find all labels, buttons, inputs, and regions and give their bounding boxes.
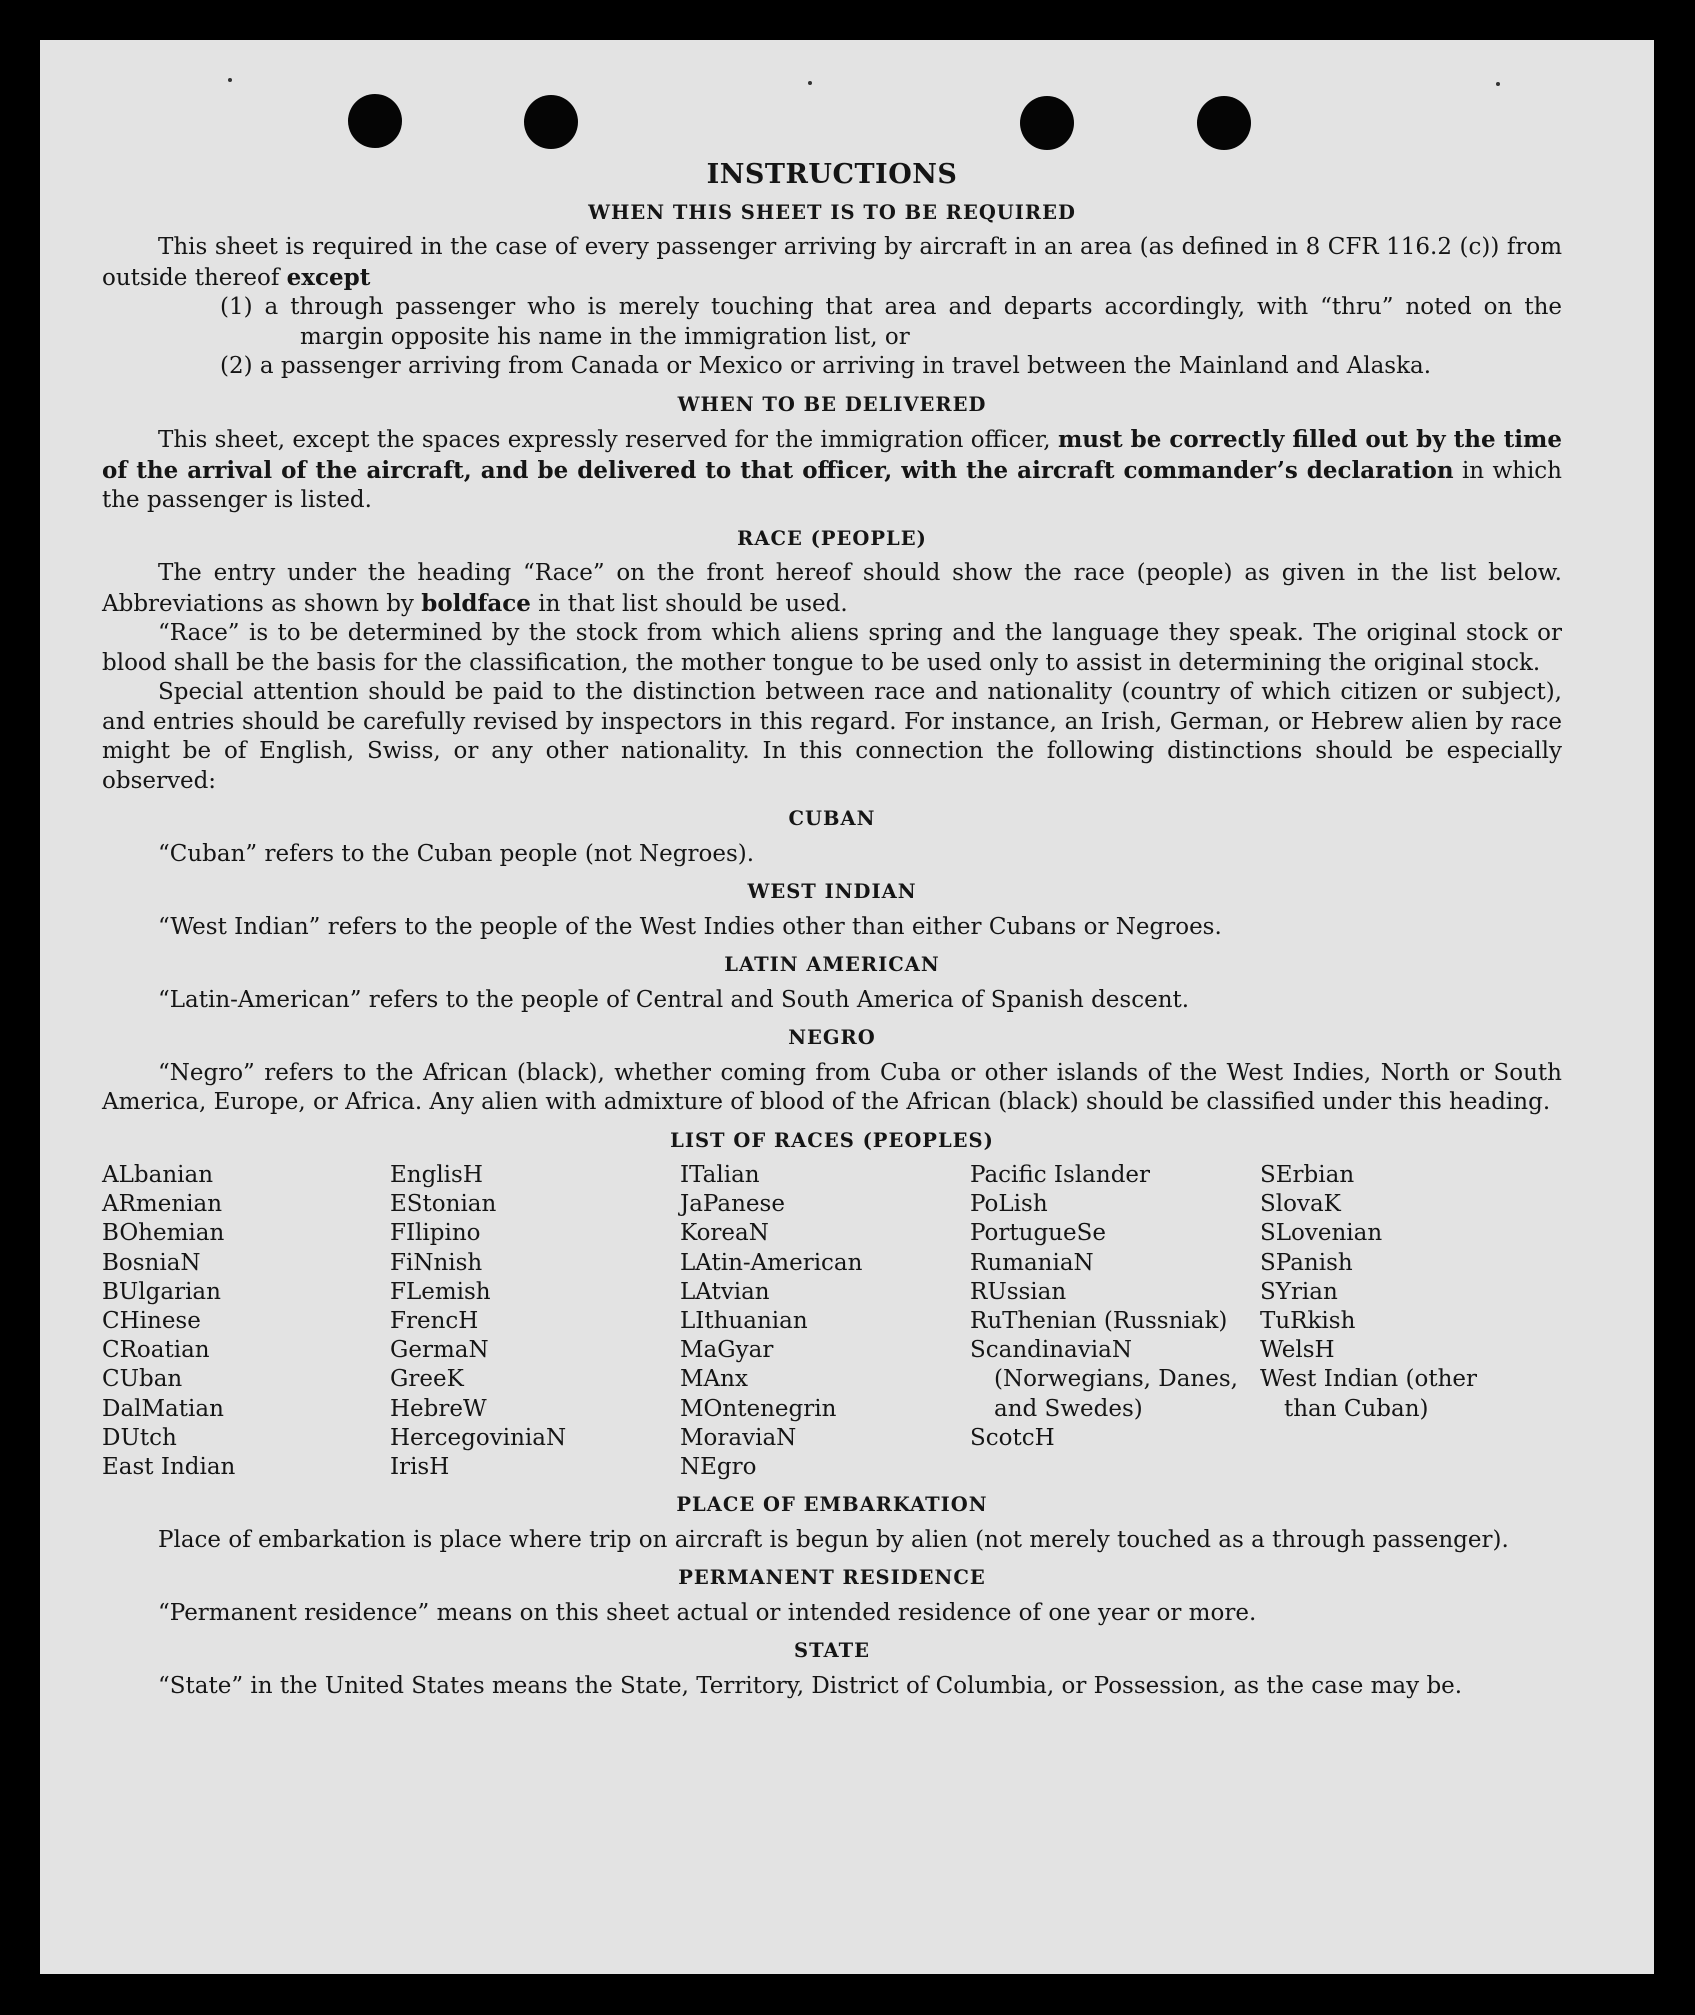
race-item: RuThenian (Russniak) — [970, 1308, 1228, 1335]
race-item: LIthuanian — [680, 1308, 808, 1335]
race-item: MOntenegrin — [680, 1395, 837, 1422]
race-item: Pacific Islander — [970, 1162, 1151, 1188]
race-paragraph-1 — [102, 559, 1562, 619]
race-item: ITalian — [680, 1162, 760, 1188]
instructions-content — [102, 160, 1562, 1701]
races-column-5 — [1260, 1161, 1520, 1482]
race-item: FrencH — [390, 1308, 479, 1335]
required-item-2: (2) a passenger arriving from Canada or Mexico or arriving in travel between the Mainland and Alaska. — [220, 353, 1432, 379]
race-item: HercegoviniaN — [390, 1424, 567, 1451]
race-item: LAtin-American — [680, 1249, 863, 1276]
delivered-text-b: must be correctly filled out by the time of the arrival of the aircraft, and be delivered to that officer, with the aircraft commander’s declaration — [102, 426, 1563, 484]
race-item: SlovaK — [1260, 1191, 1341, 1218]
race-item: CRoatian — [102, 1337, 210, 1364]
race-p1-a: The entry under the heading “Race” on the front hereof should show the race (people) as given in the list below. Abbreviations as shown by — [102, 560, 1562, 617]
race-item: CHinese — [102, 1308, 201, 1335]
race-item: ScandinaviaN (Norwegians, Danes, and Swedes) — [970, 1337, 1238, 1422]
punch-hole — [348, 94, 402, 148]
race-item: SYrian — [1260, 1278, 1338, 1305]
race-item: PoLish — [970, 1191, 1048, 1218]
race-item: SLovenian — [1260, 1220, 1383, 1247]
punch-hole — [1020, 96, 1074, 150]
race-item: DUtch — [102, 1424, 177, 1451]
required-intro-except: except — [286, 263, 371, 291]
paper-speck — [808, 81, 812, 85]
section-heading-latin-american: LATIN AMERICAN — [724, 953, 940, 976]
section-heading-list-of-races: LIST OF RACES (PEOPLES) — [670, 1128, 994, 1152]
delivered-text — [102, 425, 1562, 516]
race-item: RUssian — [970, 1278, 1067, 1305]
embarkation-text: Place of embarkation is place where trip on aircraft is begun by alien (not merely touched as a through passenger). — [158, 1526, 1509, 1553]
required-intro-text: This sheet is required in the case of every passenger arriving by aircraft in an area (as defined in 8 CFR 116.2 (c)) from outside thereof — [102, 234, 1562, 291]
race-item: IrisH — [390, 1454, 450, 1481]
races-column-4 — [970, 1161, 1260, 1482]
required-item-1: (1) a through passenger who is merely touching that area and departs accordingly, with “thru” noted on the margin opposite his name in the immigration list, or — [220, 294, 1562, 350]
west-indian-text: “West Indian” refers to the people of the West Indies other than either Cubans or Negroes. — [158, 913, 1222, 940]
race-item: GermaN — [390, 1337, 489, 1364]
race-p1-c: in that list should be used. — [530, 590, 848, 617]
negro-text: “Negro” refers to the African (black), whether coming from Cuba or other islands of the West Indies, North or South America, Europe, or Africa. Any alien with admixture of blood of the African (black) should be classified under this heading. — [102, 1059, 1562, 1115]
section-heading-negro: NEGRO — [788, 1026, 876, 1049]
race-item: TuRkish — [1260, 1308, 1356, 1335]
race-item: LAtvian — [680, 1278, 770, 1305]
section-heading-residence: PERMANENT RESIDENCE — [678, 1566, 986, 1590]
race-item: MaGyar — [680, 1337, 774, 1364]
delivered-text-c: in which the passenger is listed. — [102, 457, 1562, 513]
race-item: KoreaN — [680, 1220, 769, 1247]
paper-speck — [1496, 82, 1500, 86]
section-heading-west-indian: WEST INDIAN — [747, 880, 917, 903]
race-item: CUban — [102, 1366, 183, 1393]
race-item: FLemish — [390, 1278, 491, 1305]
race-paragraph-3: Special attention should be paid to the distinction between race and nationality (country of which citizen or subject), and entries should be carefully revised by inspectors in this regard. For instance, an Irish, German, or Hebrew alien by race might be of English, Swiss, or any other nationality. In this connection the following distinctions should be especially observed: — [102, 679, 1562, 794]
paper-speck — [228, 78, 232, 82]
race-item: WelsH — [1260, 1337, 1335, 1364]
race-item: SPanish — [1260, 1249, 1353, 1276]
race-p1-boldface: boldface — [421, 589, 531, 617]
race-item: FiNnish — [390, 1249, 483, 1276]
document-page — [40, 40, 1654, 1974]
races-column-1 — [102, 1161, 390, 1482]
state-text: “State” in the United States means the State, Territory, District of Columbia, or Possession, as the case may be. — [158, 1672, 1463, 1699]
race-item: BUlgarian — [102, 1278, 221, 1305]
punch-hole — [1197, 96, 1251, 150]
race-item: PortugueSe — [970, 1220, 1106, 1247]
punch-hole — [524, 95, 578, 149]
race-item: NEgro — [680, 1454, 757, 1481]
race-item: MoraviaN — [680, 1424, 797, 1451]
section-heading-delivered: WHEN TO BE DELIVERED — [677, 392, 987, 416]
cuban-text: “Cuban” refers to the Cuban people (not Negroes). — [158, 840, 755, 867]
race-item: DalMatian — [102, 1395, 224, 1422]
race-item: EnglisH — [390, 1162, 483, 1188]
delivered-text-a: This sheet, except the spaces expressly reserved for the immigration officer, — [158, 427, 1058, 453]
races-list — [102, 1161, 1562, 1482]
race-item: East Indian — [102, 1454, 236, 1481]
race-paragraph-2: “Race” is to be determined by the stock from which aliens spring and the language they speak. The original stock or blood shall be the basis for the classification, the mother tongue to be used only to assist in determining the original stock. — [102, 620, 1562, 676]
section-heading-race: RACE (PEOPLE) — [737, 526, 927, 550]
race-item: SErbian — [1260, 1162, 1355, 1188]
race-item: BosniaN — [102, 1249, 201, 1276]
race-item: ALbanian — [102, 1162, 214, 1188]
race-item: JaPanese — [680, 1191, 785, 1218]
race-item: ScotcH — [970, 1424, 1055, 1451]
section-heading-cuban: CUBAN — [788, 807, 876, 830]
race-item: ARmenian — [102, 1191, 223, 1218]
race-item: RumaniaN — [970, 1249, 1094, 1276]
residence-text: “Permanent residence” means on this sheet actual or intended residence of one year or more. — [158, 1599, 1257, 1626]
latin-american-text: “Latin-American” refers to the people of Central and South America of Spanish descent. — [158, 986, 1190, 1013]
section-heading-required: WHEN THIS SHEET IS TO BE REQUIRED — [588, 200, 1076, 224]
race-item: West Indian (other than Cuban) — [1260, 1366, 1478, 1422]
page-title: INSTRUCTIONS — [706, 159, 958, 190]
race-item: GreeK — [390, 1366, 464, 1393]
race-item: HebreW — [390, 1395, 487, 1422]
races-column-3 — [680, 1161, 970, 1482]
race-item: BOhemian — [102, 1220, 225, 1247]
section-heading-state: STATE — [794, 1639, 870, 1663]
race-item: EStonian — [390, 1191, 497, 1218]
race-item: FIlipino — [390, 1220, 481, 1247]
race-item: MAnx — [680, 1366, 748, 1393]
section-heading-embarkation: PLACE OF EMBARKATION — [676, 1493, 988, 1517]
required-intro — [102, 233, 1562, 293]
races-column-2 — [390, 1161, 680, 1482]
